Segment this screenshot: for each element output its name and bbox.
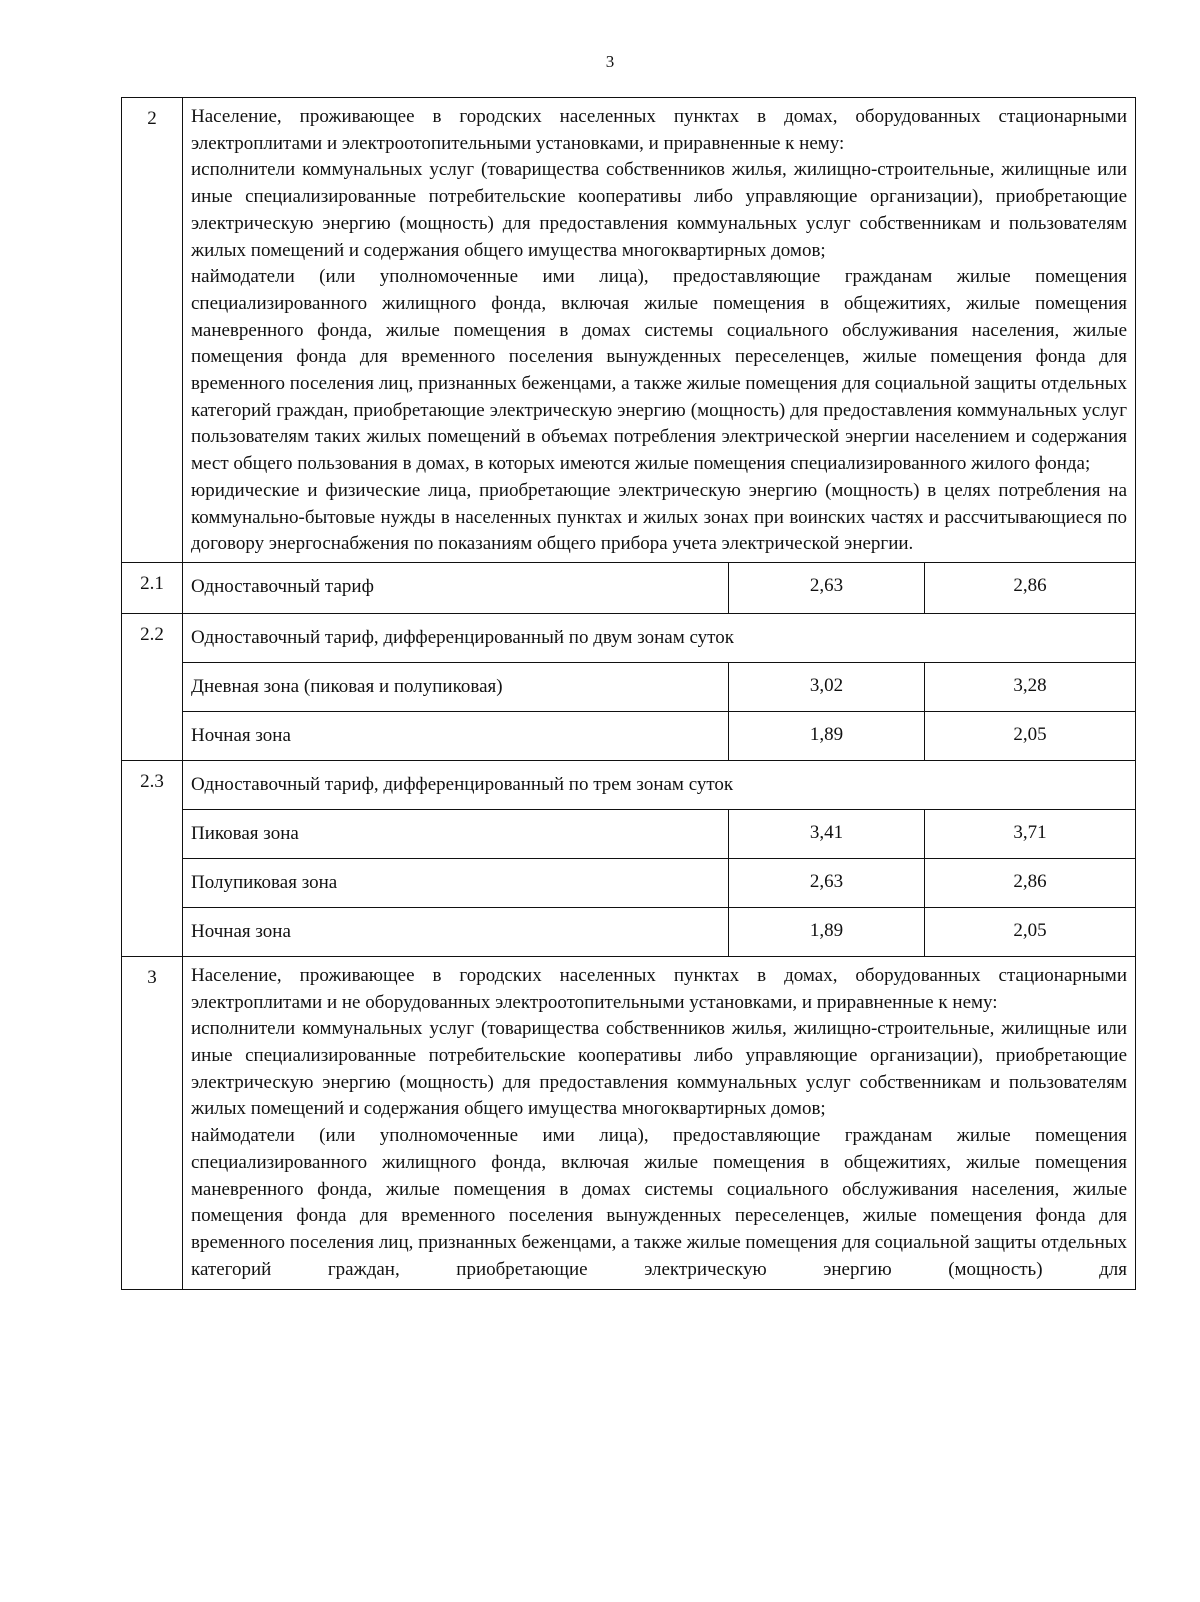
table-row-3 [122, 956, 1136, 1289]
tariff-table [121, 97, 1136, 1290]
zone-value-2: 2,05 [925, 711, 1136, 760]
zone-row [122, 907, 1136, 956]
description-paragraph: наймодатели (или уполномоченные ими лица), предоставляющие гражданам жилые помещения специализированного жилищного фонда, включая жилые помещения в общежитиях, жилые помещения маневренного фонда, жилые помещения в домах системы социального обслуживания населения, жилые помещения фонда для временного поселения вынужденных переселенцев, жилые помещения фонда для временного поселения лиц, признанных беженцами, а также жилые помещения для социальной защиты отдельных категорий граждан, приобретающие электрическую энергию (мощность) для [191, 1125, 1128, 1280]
zone-value-1: 2,63 [729, 858, 925, 907]
table-row-2-1 [122, 562, 1136, 613]
description-paragraph: Население, проживающее в городских населенных пунктах в домах, оборудованных стационарными электроплитами и электроотопительными установками, и приравненные к нему: [191, 106, 1128, 154]
table-row-2-2 [122, 613, 1136, 662]
zone-row [122, 858, 1136, 907]
description-paragraph: Население, проживающее в городских населенных пунктах в домах, оборудованных стационарными электроплитами и не оборудованных электроотопительными установками, и приравненные к нему: [191, 964, 1128, 1013]
tariff-value-1: 2,63 [729, 562, 925, 613]
zone-label: Дневная зона (пиковая и полупиковая) [183, 662, 729, 711]
zone-row [122, 662, 1136, 711]
row-number: 2 [122, 98, 183, 563]
table-row-2-3 [122, 760, 1136, 809]
tariff-value-2: 2,86 [925, 562, 1136, 613]
page-number: 3 [605, 52, 615, 71]
row-number: 3 [122, 956, 183, 1289]
zone-value-1: 3,02 [729, 662, 925, 711]
zone-value-1: 1,89 [729, 711, 925, 760]
table-row-2 [122, 98, 1136, 563]
zone-value-2: 2,86 [925, 858, 1136, 907]
row-number: 2.1 [122, 562, 183, 613]
zone-row [122, 711, 1136, 760]
description-paragraph: юридические и физические лица, приобретающие электрическую энергию (мощность) в целях потребления на коммунально-бытовые нужды в населенных пунктах и жилых зонах при воинских частях и рассчитывающиеся по договору энергоснабжения по показаниям общего прибора учета электрической энергии. [191, 479, 1128, 555]
zone-label: Ночная зона [183, 711, 729, 760]
zone-value-1: 1,89 [729, 907, 925, 956]
row-description [183, 956, 1136, 1289]
description-paragraph: исполнители коммунальных услуг (товарищества собственников жилья, жилищно-строительные, жилищные или иные специализированные потребительские кооперативы либо управляющие организации), приобретающие электрическую энергию (мощность) для предоставления коммунальных услуг собственникам и пользователям жилых помещений и содержания общего имущества многоквартирных домов; [191, 159, 1128, 261]
tariff-label: Одноставочный тариф [183, 562, 729, 613]
tariff-label: Одноставочный тариф, дифференцированный по двум зонам суток [183, 613, 1136, 662]
row-number: 2.3 [122, 760, 183, 956]
zone-label: Пиковая зона [183, 809, 729, 858]
zone-value-2: 3,71 [925, 809, 1136, 858]
row-number: 2.2 [122, 613, 183, 760]
description-paragraph: исполнители коммунальных услуг (товарищества собственников жилья, жилищно-строительные, жилищные или иные специализированные потребительские кооперативы либо управляющие организации), приобретающие электрическую энергию (мощность) для предоставления коммунальных услуг собственникам и пользователям жилых помещений и содержания общего имущества многоквартирных домов; [191, 1018, 1128, 1120]
zone-label: Полупиковая зона [183, 858, 729, 907]
zone-value-2: 2,05 [925, 907, 1136, 956]
zone-value-1: 3,41 [729, 809, 925, 858]
zone-value-2: 3,28 [925, 662, 1136, 711]
row-description [183, 98, 1136, 563]
zone-label: Ночная зона [183, 907, 729, 956]
tariff-label: Одноставочный тариф, дифференцированный по трем зонам суток [183, 760, 1136, 809]
zone-row [122, 809, 1136, 858]
description-paragraph: наймодатели (или уполномоченные ими лица), предоставляющие гражданам жилые помещения специализированного жилищного фонда, включая жилые помещения в общежитиях, жилые помещения маневренного фонда, жилые помещения в домах системы социального обслуживания населения, жилые помещения фонда для временного поселения вынужденных переселенцев, жилые помещения фонда для временного поселения лиц, признанных беженцами, а также жилые помещения для социальной защиты отдельных категорий граждан, приобретающие электрическую энергию (мощность) для предоставления коммунальных услуг пользователям таких жилых помещений в объемах потребления электрической энергии населением и содержания мест общего пользования в домах, в которых имеются жилые помещения специализированного жилого фонда; [191, 266, 1128, 475]
